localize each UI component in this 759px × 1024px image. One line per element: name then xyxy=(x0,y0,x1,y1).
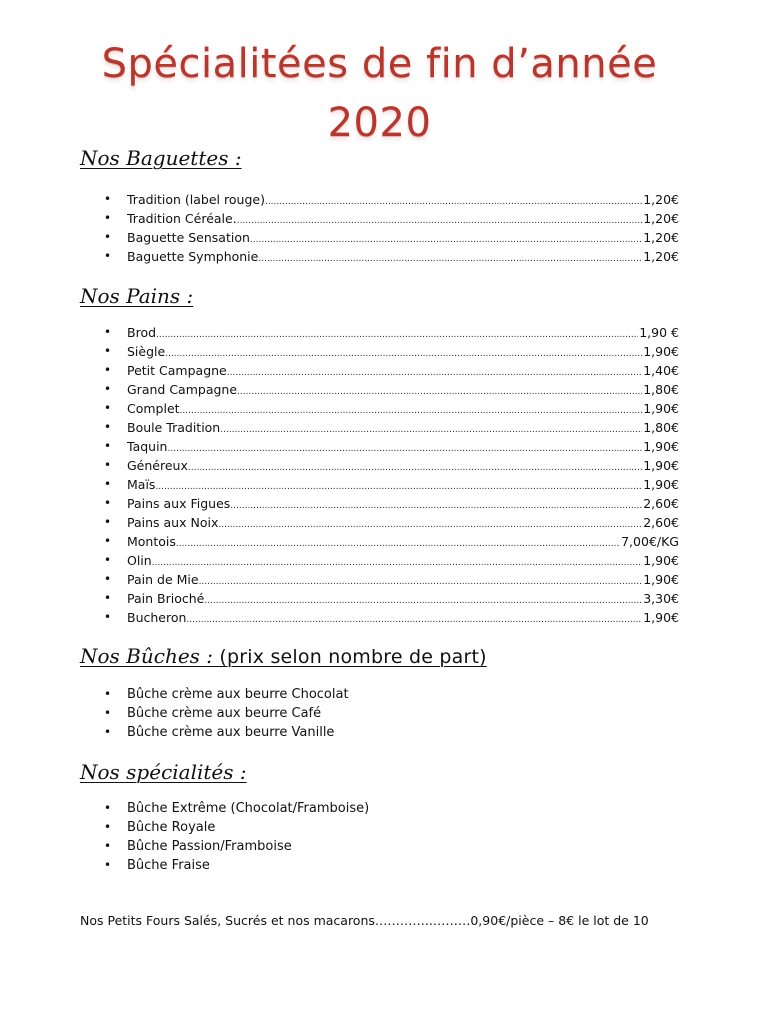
item-price: 1,80€ xyxy=(643,420,679,435)
bullet-icon: • xyxy=(104,820,112,834)
item-name: Pains aux Noix xyxy=(127,515,219,530)
item-name: Grand Campagne xyxy=(127,382,238,397)
bullet-icon: • xyxy=(104,477,112,491)
item-name: Généreux xyxy=(127,458,188,473)
item-name: Brod xyxy=(127,325,157,340)
list-item xyxy=(0,456,759,475)
bullet-icon: • xyxy=(104,496,112,510)
specialites-list xyxy=(0,799,759,875)
list-item xyxy=(0,570,759,589)
dot-leader xyxy=(258,247,642,269)
bullet-icon: • xyxy=(104,610,112,624)
baguettes-list xyxy=(0,190,759,266)
section-heading-baguettes: Nos Baguettes : xyxy=(80,146,242,170)
item-price: 2,60€ xyxy=(643,496,679,511)
item-price: 3,30€ xyxy=(643,591,679,606)
item-name: Bûche Passion/Framboise xyxy=(127,839,292,854)
item-name: Olin xyxy=(127,553,152,568)
item-price: 1,90€ xyxy=(643,401,679,416)
list-item xyxy=(0,818,759,837)
list-item xyxy=(0,856,759,875)
item-price: 1,20€ xyxy=(643,249,679,264)
list-item xyxy=(0,532,759,551)
item-name: Pains aux Figues xyxy=(127,496,231,511)
bullet-icon: • xyxy=(104,839,112,853)
bullet-icon: • xyxy=(104,325,112,339)
list-item xyxy=(0,589,759,608)
bullet-icon: • xyxy=(104,572,112,586)
item-name: Bûche crème aux beurre Vanille xyxy=(127,725,335,740)
item-price: 2,60€ xyxy=(643,515,679,530)
item-price: 1,90€ xyxy=(643,572,679,587)
item-name: Siègle xyxy=(127,344,166,359)
list-item xyxy=(0,437,759,456)
item-name: Tradition (label rouge) xyxy=(127,192,265,207)
list-item xyxy=(0,551,759,570)
item-price: 1,90€ xyxy=(643,477,679,492)
item-name: Baguette Sensation xyxy=(127,230,250,245)
list-item xyxy=(0,323,759,342)
item-name: Bucheron xyxy=(127,610,187,625)
buches-list xyxy=(0,685,759,742)
list-item xyxy=(0,247,759,266)
bullet-icon: • xyxy=(104,344,112,358)
bullet-icon: • xyxy=(104,515,112,529)
bullet-icon: • xyxy=(104,553,112,567)
footer-petits-fours xyxy=(80,913,649,928)
item-price: 1,20€ xyxy=(643,192,679,207)
bullet-icon: • xyxy=(104,858,112,872)
list-item xyxy=(0,513,759,532)
list-item xyxy=(0,494,759,513)
item-price: 1,20€ xyxy=(643,230,679,245)
list-item xyxy=(0,361,759,380)
page-title: Spécialitées de fin d’année xyxy=(101,41,658,87)
bullet-icon: • xyxy=(104,249,112,263)
item-price: 1,90€ xyxy=(643,610,679,625)
bullet-icon: • xyxy=(104,192,112,206)
item-price: 1,90€ xyxy=(643,439,679,454)
item-name: Pain de Mie xyxy=(127,572,199,587)
list-item xyxy=(0,837,759,856)
bullet-icon: • xyxy=(104,687,112,701)
item-name: Boule Tradition xyxy=(127,420,221,435)
list-item xyxy=(0,723,759,742)
bullet-icon: • xyxy=(104,363,112,377)
list-item xyxy=(0,418,759,437)
footer-label: Nos Petits Fours Salés, Sucrés et nos macarons xyxy=(80,913,375,928)
item-price: 1,20€ xyxy=(643,211,679,226)
item-name: Pain Brioché xyxy=(127,591,205,606)
section-heading-specialites: Nos spécialités : xyxy=(80,760,247,784)
bullet-icon: • xyxy=(104,439,112,453)
page-title-year: 2020 xyxy=(327,100,432,146)
item-name: Bûche crème aux beurre Chocolat xyxy=(127,687,349,702)
item-price: 1,80€ xyxy=(643,382,679,397)
item-name: Complet xyxy=(127,401,180,416)
item-price: 1,90€ xyxy=(643,553,679,568)
item-name: Montois xyxy=(127,534,176,549)
list-item xyxy=(0,685,759,704)
item-price: 1,90€ xyxy=(643,458,679,473)
buches-heading-note: (prix selon nombre de part) xyxy=(219,646,487,668)
item-name: Petit Campagne xyxy=(127,363,227,378)
list-item xyxy=(0,475,759,494)
footer-dots: …………..……… xyxy=(374,913,471,928)
item-name: Baguette Symphonie xyxy=(127,249,259,264)
list-item xyxy=(0,342,759,361)
list-item xyxy=(0,399,759,418)
list-item xyxy=(0,228,759,247)
bullet-icon: • xyxy=(104,401,112,415)
item-name: Tradition Céréale. xyxy=(127,211,237,226)
item-name: Bûche crème aux beurre Café xyxy=(127,706,322,721)
bullet-icon: • xyxy=(104,534,112,548)
bullet-icon: • xyxy=(104,458,112,472)
section-heading-buches xyxy=(80,644,487,668)
bullet-icon: • xyxy=(104,230,112,244)
bullet-icon: • xyxy=(104,211,112,225)
bullet-icon: • xyxy=(104,725,112,739)
list-item xyxy=(0,704,759,723)
dot-leader xyxy=(186,608,642,630)
item-price: 1,90 € xyxy=(639,325,679,340)
item-name: Taquin xyxy=(127,439,168,454)
list-item xyxy=(0,209,759,228)
buches-heading-label: Nos Bûches : xyxy=(80,644,214,668)
bullet-icon: • xyxy=(104,706,112,720)
bullet-icon: • xyxy=(104,382,112,396)
list-item xyxy=(0,608,759,627)
item-price: 1,90€ xyxy=(643,344,679,359)
pains-list xyxy=(0,323,759,627)
item-price: 7,00€/KG xyxy=(621,534,679,549)
list-item xyxy=(0,799,759,818)
item-name: Bûche Royale xyxy=(127,820,216,835)
item-name: Maïs xyxy=(127,477,156,492)
bullet-icon: • xyxy=(104,420,112,434)
list-item xyxy=(0,380,759,399)
item-name: Bûche Extrême (Chocolat/Framboise) xyxy=(127,801,370,816)
list-item xyxy=(0,190,759,209)
item-name: Bûche Fraise xyxy=(127,858,210,873)
item-price: 1,40€ xyxy=(643,363,679,378)
bullet-icon: • xyxy=(104,591,112,605)
section-heading-pains: Nos Pains : xyxy=(80,284,194,308)
bullet-icon: • xyxy=(104,801,112,815)
footer-price: 0,90€/pièce – 8€ le lot de 10 xyxy=(470,913,649,928)
